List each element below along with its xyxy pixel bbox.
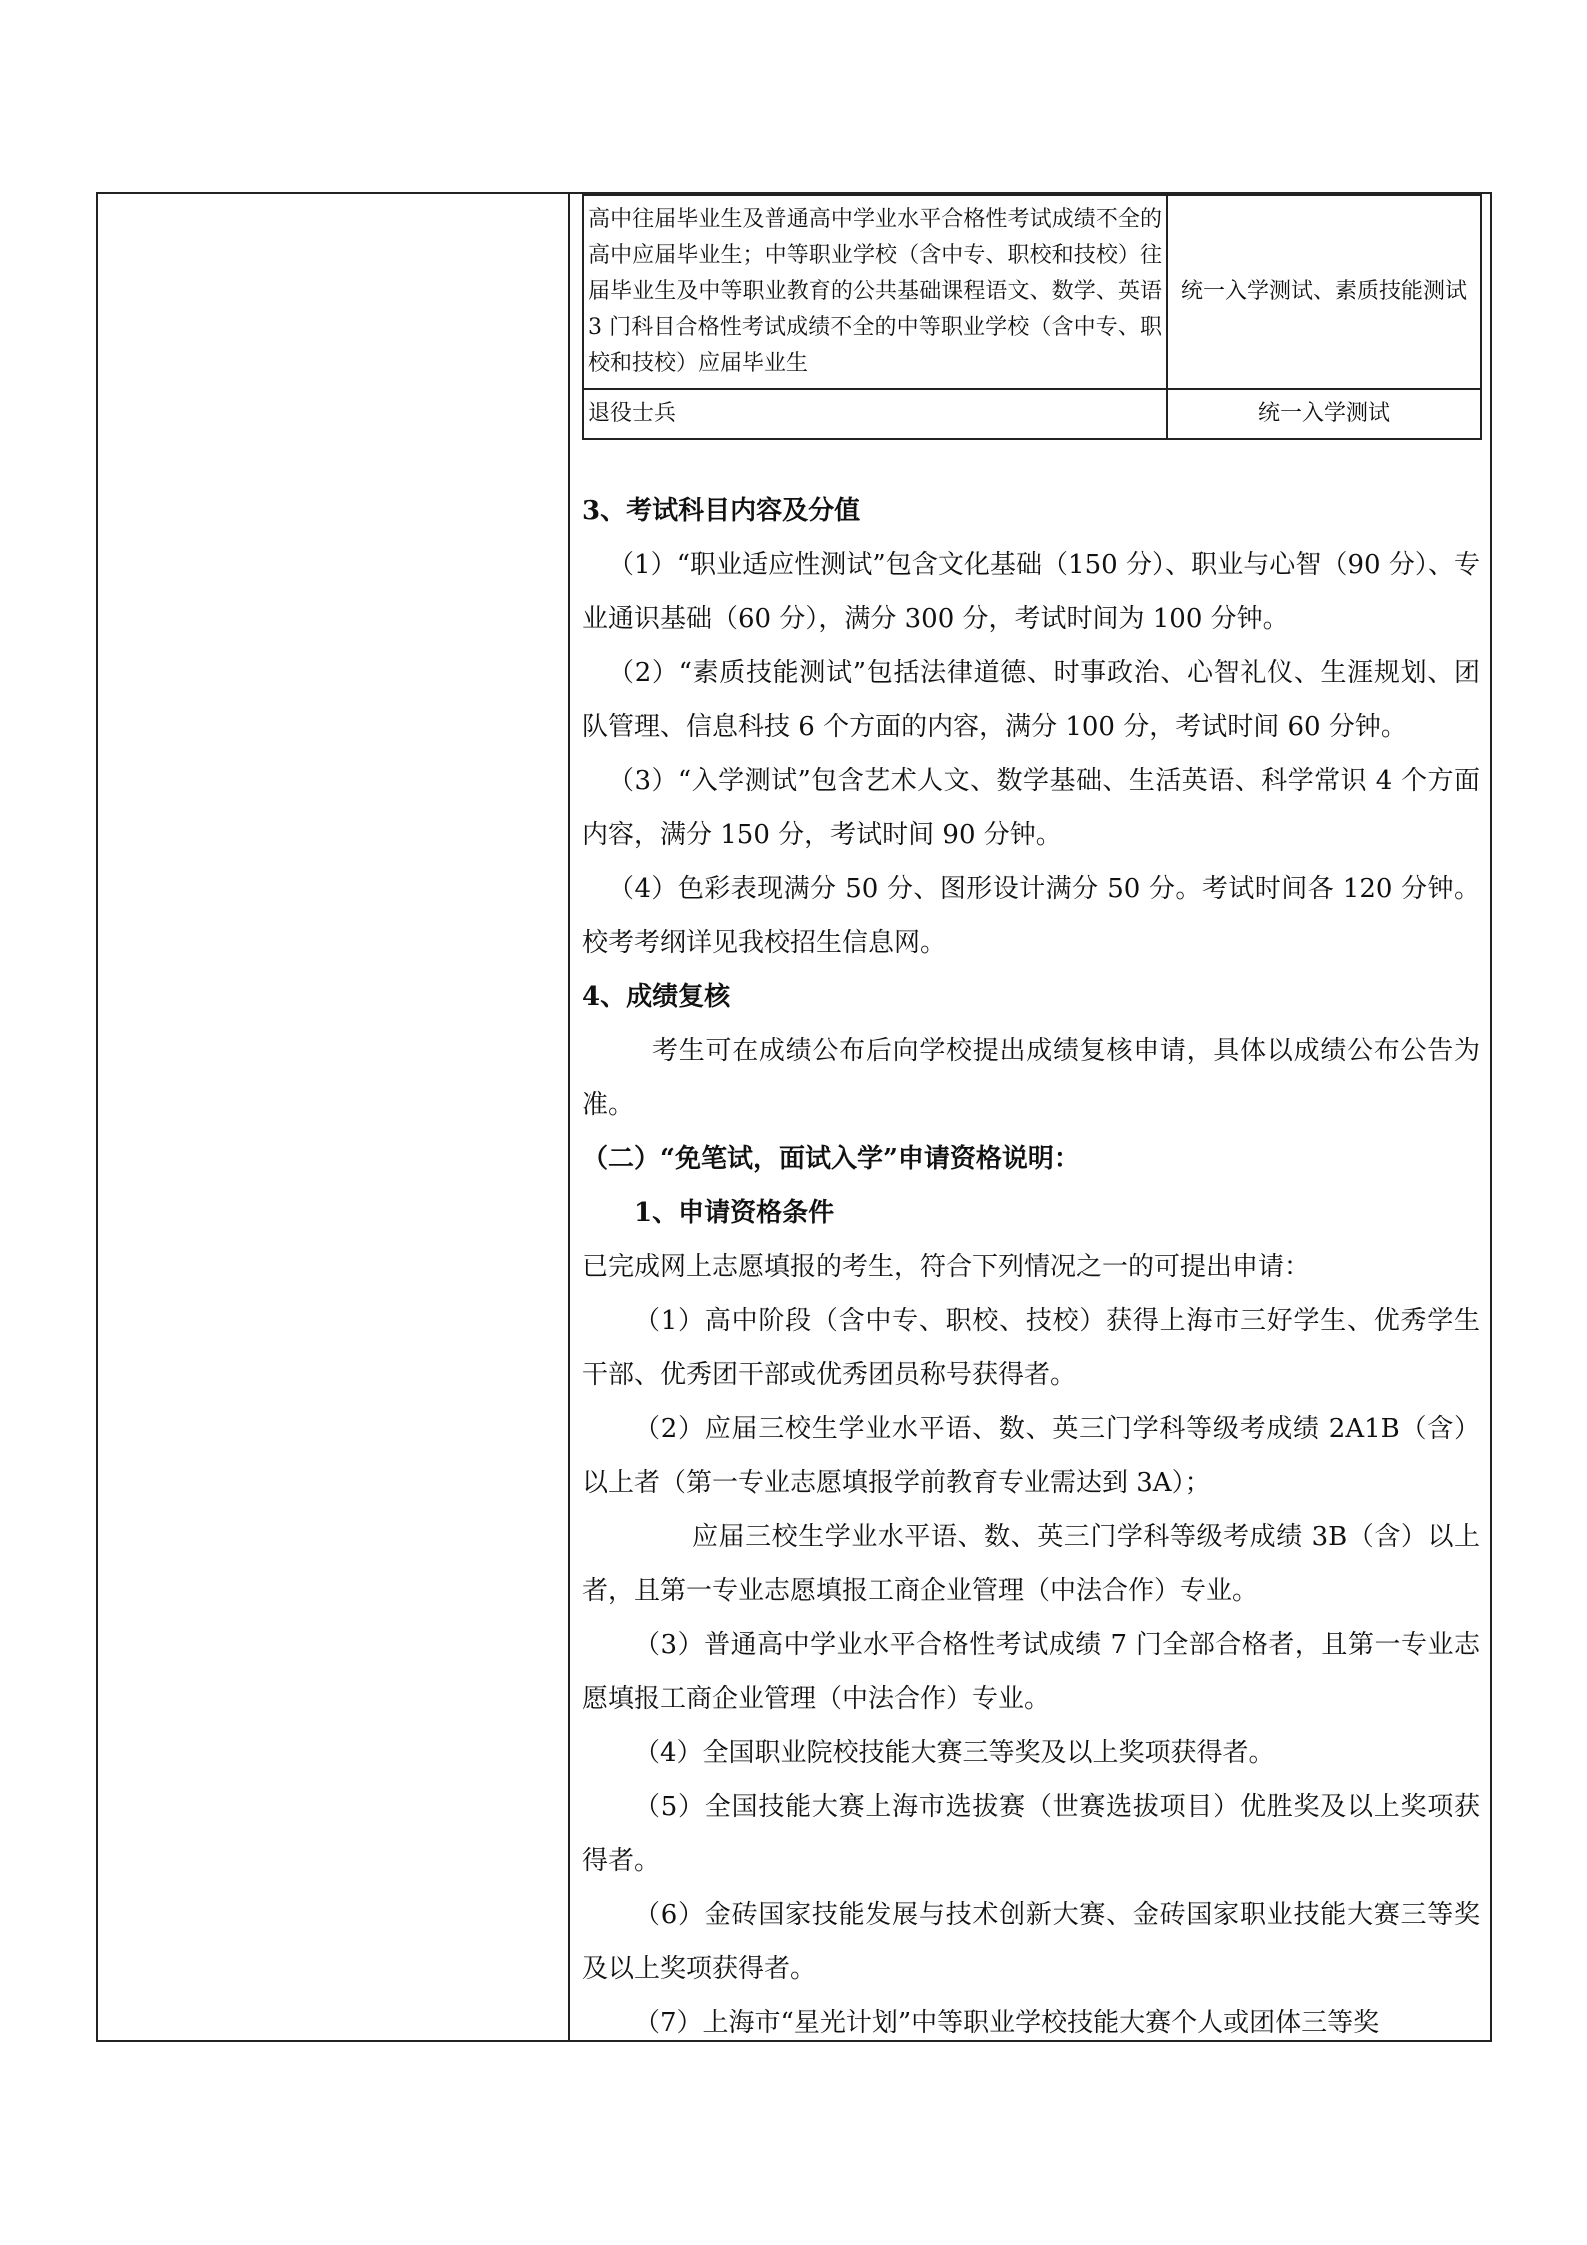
paragraph: 已完成网上志愿填报的考生，符合下列情况之一的可提出申请： xyxy=(582,1252,1311,1282)
exam-method-cell: 统一入学测试、素质技能测试 xyxy=(1167,195,1481,389)
list-item: 应届三校生学业水平语、数、英三门学科等级考成绩 3B（含）以上者，且第一专业志愿填报工商企业管理（中法合作）专业。 xyxy=(582,1522,1480,1606)
paragraph: 考生可在成绩公布后向学校提出成绩复核申请，具体以成绩公布公告为准。 xyxy=(582,1036,1480,1120)
list-item: （6）金砖国家技能发展与技术创新大赛、金砖国家职业技能大赛三等奖及以上奖项获得者。 xyxy=(582,1900,1480,1984)
section-heading: 4、成绩复核 xyxy=(582,982,731,1012)
list-item: （4）全国职业院校技能大赛三等奖及以上奖项获得者。 xyxy=(634,1738,1275,1768)
column-divider xyxy=(568,192,570,2042)
admission-method-table xyxy=(582,194,1482,440)
list-item: （2）应届三校生学业水平语、数、英三门学科等级考成绩 2A1B（含）以上者（第一专业志愿填报学前教育专业需达到 3A）； xyxy=(582,1414,1480,1498)
section-heading: 3、考试科目内容及分值 xyxy=(582,496,861,526)
paragraph: （4）色彩表现满分 50 分、图形设计满分 50 分。考试时间各 120 分钟。校考考纲详见我校招生信息网。 xyxy=(582,874,1480,958)
paragraph: （3）“入学测试”包含艺术人文、数学基础、生活英语、科学常识 4 个方面内容，满分 150 分，考试时间 90 分钟。 xyxy=(582,766,1480,850)
list-item: （5）全国技能大赛上海市选拔赛（世赛选拔项目）优胜奖及以上奖项获得者。 xyxy=(582,1792,1480,1876)
document-body xyxy=(582,484,1480,2050)
applicant-category-cell: 退役士兵 xyxy=(583,389,1167,439)
paragraph: （2）“素质技能测试”包括法律道德、时事政治、心智礼仪、生涯规划、团队管理、信息科技 6 个方面的内容，满分 100 分，考试时间 60 分钟。 xyxy=(582,658,1480,742)
section-heading: （二）“免笔试，面试入学”申请资格说明： xyxy=(582,1144,1080,1174)
subsection-heading: 1、申请资格条件 xyxy=(634,1198,835,1228)
table-row xyxy=(583,389,1481,439)
list-item: （1）高中阶段（含中专、职校、技校）获得上海市三好学生、优秀学生干部、优秀团干部或优秀团员称号获得者。 xyxy=(582,1306,1480,1390)
exam-method-cell: 统一入学测试 xyxy=(1167,389,1481,439)
list-item: （7）上海市“星光计划”中等职业学校技能大赛个人或团体三等奖 xyxy=(634,2008,1380,2038)
list-item: （3）普通高中学业水平合格性考试成绩 7 门全部合格者，且第一专业志愿填报工商企业管理（中法合作）专业。 xyxy=(582,1630,1480,1714)
table-row xyxy=(583,195,1481,389)
applicant-category-cell: 高中往届毕业生及普通高中学业水平合格性考试成绩不全的高中应届毕业生；中等职业学校（含中专、职校和技校）往届毕业生及中等职业教育的公共基础课程语文、数学、英语 3 门科目合格性考试成绩不全的中等职业学校（含中专、职校和技校）应届毕业生 xyxy=(583,195,1167,389)
paragraph: （1）“职业适应性测试”包含文化基础（150 分）、职业与心智（90 分）、专业通识基础（60 分），满分 300 分，考试时间为 100 分钟。 xyxy=(582,550,1480,634)
